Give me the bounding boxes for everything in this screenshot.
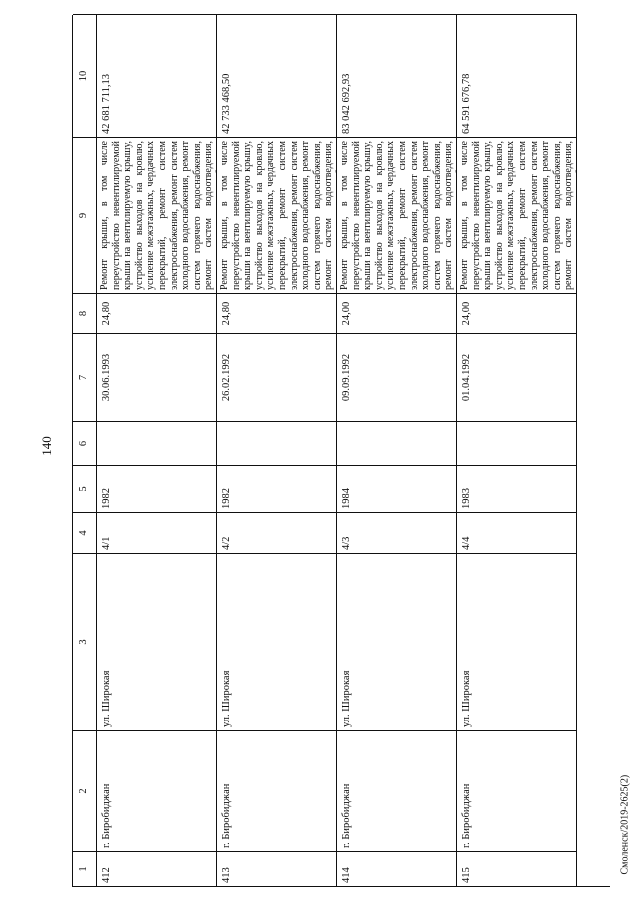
date-cell: 26.02.1992 xyxy=(217,333,337,421)
house-number-cell: 4/3 xyxy=(337,512,457,553)
column-header-3: 3 xyxy=(73,553,97,730)
works-description-cell: Ремонт крыши, в том числе переустройство невентилируемой крыши на вентилируемую крышу, устройство выходов на кровлю, усиление межэтажных, чердачных перекрытий, ремонт систем электроснабжения, ремонт систем холодного водоснабжения, ремонт систем горячего водоснабжения, ремонт систем водоотведения, ремонт систем теплоснабжения, xyxy=(337,137,457,293)
street-cell: ул. Широкая xyxy=(457,553,577,730)
house-number-cell: 4/4 xyxy=(457,512,577,553)
cost-cell: 83 042 692,93 xyxy=(337,14,457,137)
table-container xyxy=(72,15,610,887)
value-cell: 24,80 xyxy=(217,293,337,333)
cost-cell: 42 681 711,13 xyxy=(97,14,217,137)
housing-table xyxy=(72,15,610,887)
build-year-cell: 1982 xyxy=(217,465,337,512)
row-number: 414 xyxy=(337,851,457,886)
value-cell: 24,00 xyxy=(457,293,577,333)
column-header-7: 7 xyxy=(73,333,97,421)
house-number-cell: 4/2 xyxy=(217,512,337,553)
house-number-cell: 4/1 xyxy=(97,512,217,553)
column-6-cell xyxy=(337,421,457,465)
column-header-9: 9 xyxy=(73,137,97,293)
street-cell: ул. Широкая xyxy=(217,553,337,730)
date-cell: 09.09.1992 xyxy=(337,333,457,421)
works-description-cell: Ремонт крыши, в том числе переустройство невентилируемой крыши на вентилируемую крышу, устройство выходов на кровлю, усиление межэтажных, чердачных перекрытий, ремонт систем электроснабжения, ремонт систем холодного водоснабжения, ремонт систем горячего водоснабжения, ремонт систем водоотведения, ремонт систем теплоснабжения, xyxy=(457,137,577,293)
document-stamp: Смоленск/2019-2625(2) xyxy=(619,774,631,875)
cost-cell: 42 733 468,50 xyxy=(217,14,337,137)
works-description-cell: Ремонт крыши, в том числе переустройство невентилируемой крыши на вентилируемую крышу, устройство выходов на кровлю, усиление межэтажных, чердачных перекрытий, ремонт систем электроснабжения, ремонт систем холодного водоснабжения, ремонт систем горячего водоснабжения, ремонт систем водоотведения, ремонт систем теплоснабжения, xyxy=(97,137,217,293)
page-number: 140 xyxy=(39,436,54,456)
column-6-cell xyxy=(97,421,217,465)
city-cell: г. Биробиджан xyxy=(97,730,217,851)
city-cell: г. Биробиджан xyxy=(337,730,457,851)
build-year-cell: 1982 xyxy=(97,465,217,512)
column-6-cell xyxy=(217,421,337,465)
column-header-6: 6 xyxy=(73,421,97,465)
date-cell: 30.06.1993 xyxy=(97,333,217,421)
row-number: 413 xyxy=(217,851,337,886)
value-cell: 24,80 xyxy=(97,293,217,333)
column-header-10: 10 xyxy=(73,14,97,137)
date-cell: 01.04.1992 xyxy=(457,333,577,421)
row-number: 415 xyxy=(457,851,577,886)
build-year-cell: 1984 xyxy=(337,465,457,512)
street-cell: ул. Широкая xyxy=(337,553,457,730)
build-year-cell: 1983 xyxy=(457,465,577,512)
column-header-2: 2 xyxy=(73,730,97,851)
column-header-1: 1 xyxy=(73,851,97,886)
city-cell: г. Биробиджан xyxy=(217,730,337,851)
row-number: 412 xyxy=(97,851,217,886)
works-description-cell: Ремонт крыши, в том числе переустройство невентилируемой крыши на вентилируемую крышу, устройство выходов на кровлю, усиление межэтажных, чердачных перекрытий, ремонт систем электроснабжения, ремонт систем холодного водоснабжения, ремонт систем горячего водоснабжения, ремонт систем водоотведения, ремонт систем теплоснабжения, xyxy=(217,137,337,293)
column-6-cell xyxy=(457,421,577,465)
column-header-4: 4 xyxy=(73,512,97,553)
column-header-8: 8 xyxy=(73,293,97,333)
city-cell: г. Биробиджан xyxy=(457,730,577,851)
street-cell: ул. Широкая xyxy=(97,553,217,730)
value-cell: 24,00 xyxy=(337,293,457,333)
cost-cell: 64 591 676,78 xyxy=(457,14,577,137)
column-header-5: 5 xyxy=(73,465,97,512)
